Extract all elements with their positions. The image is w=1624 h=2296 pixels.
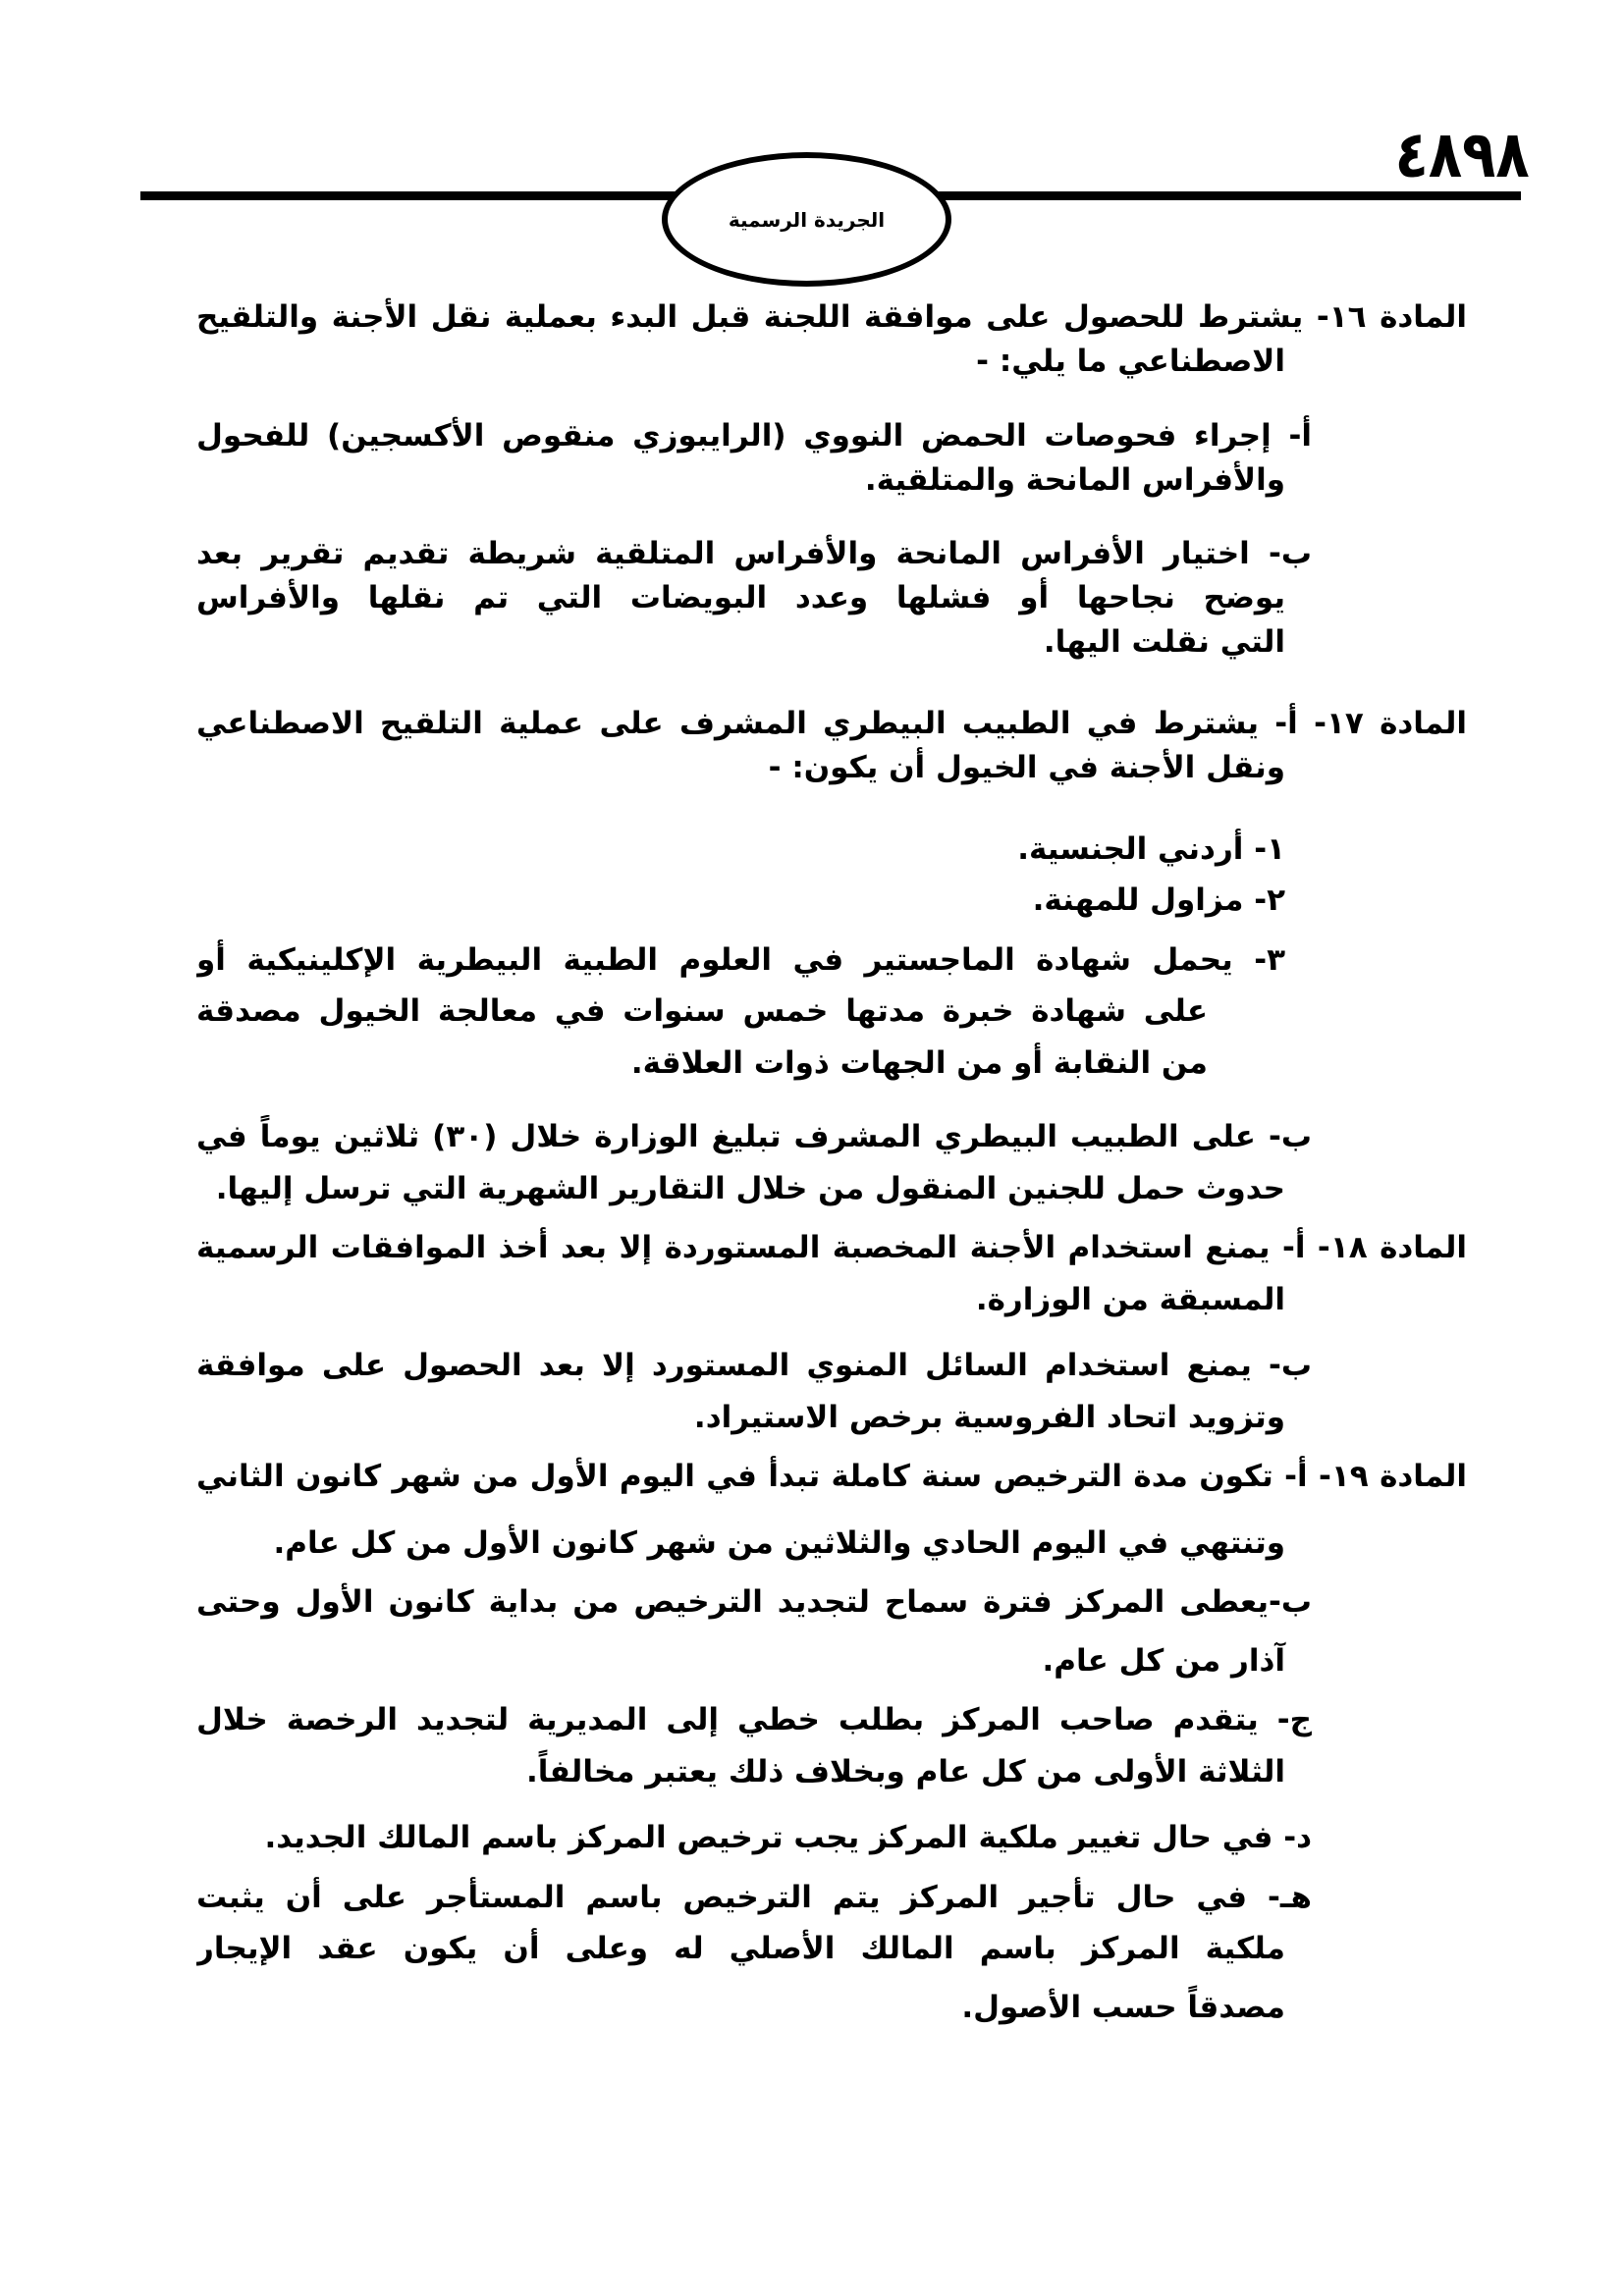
article-19-item-e: هـ- في حال تأجير المركز يتم الترخيص باسم المستأجر على أن يثبت xyxy=(196,1880,1312,1915)
article-19-item-b: ب-يعطى المركز فترة سماح لتجديد الترخيص من بداية كانون الأول وحتى xyxy=(196,1584,1312,1620)
article-16-line: الاصطناعي ما يلي: - xyxy=(976,344,1285,379)
article-17-line: ونقل الأجنة في الخيول أن يكون: - xyxy=(768,750,1285,785)
article-17-item-b-cont: حدوث حمل للجنين المنقول من خلال التقارير الشهرية التي ترسل إليها. xyxy=(215,1171,1285,1206)
page-number: ٤٨٩٨ xyxy=(1394,117,1530,192)
article-17-numbered-item: ٢- مزاول للمهنة. xyxy=(1032,882,1285,918)
article-18-item-b: ب- يمنع استخدام السائل المنوي المستورد إلا بعد الحصول على موافقة xyxy=(196,1348,1312,1383)
article-16-item-a-cont: والأفراس المانحة والمتلقية. xyxy=(864,462,1285,498)
article-18-line: المادة ١٨- أ- يمنع استخدام الأجنة المخصبة المستوردة إلا بعد أخذ الموافقات الرسمية xyxy=(196,1230,1467,1265)
article-19-item-c: ج- يتقدم صاحب المركز بطلب خطي إلى المديرية لتجديد الرخصة خلال xyxy=(196,1702,1312,1737)
article-19-item-b-cont: آذار من كل عام. xyxy=(1042,1643,1285,1679)
article-19-line: وتنتهي في اليوم الحادي والثلاثين من شهر كانون الأول من كل عام. xyxy=(273,1525,1285,1561)
article-16-item-b-cont: يوضح نجاحها أو فشلها وعدد البويضات التي تم نقلها والأفراس xyxy=(196,580,1285,615)
gazette-title: الجريدة الرسمية xyxy=(728,207,886,232)
article-17-item-b: ب- على الطبيب البيطري المشرف تبليغ الوزارة خلال (٣٠) ثلاثين يوماً في xyxy=(196,1119,1312,1154)
article-19-item-e-cont: ملكية المركز باسم المالك الأصلي له وعلى أن يكون عقد الإيجار xyxy=(196,1931,1285,1966)
gazette-title-ellipse xyxy=(662,152,951,287)
article-18-item-b-cont: وتزويد اتحاد الفروسية برخص الاستيراد. xyxy=(693,1400,1285,1435)
article-19-line: المادة ١٩- أ- تكون مدة الترخيص سنة كاملة تبدأ في اليوم الأول من شهر كانون الثاني xyxy=(196,1459,1467,1494)
article-17-numbered-item: ١- أردني الجنسية. xyxy=(1017,831,1285,867)
article-16-item-b-cont: التي نقلت اليها. xyxy=(1043,624,1285,660)
article-16-line: المادة ١٦- يشترط للحصول على موافقة اللجنة قبل البدء بعملية نقل الأجنة والتلقيح xyxy=(196,299,1467,335)
article-17-line: المادة ١٧- أ- يشترط في الطبيب البيطري المشرف على عملية التلقيح الاصطناعي xyxy=(196,706,1467,741)
article-18-line: المسبقة من الوزارة. xyxy=(975,1282,1285,1317)
article-19-item-c-cont: الثلاثة الأولى من كل عام وبخلاف ذلك يعتبر مخالفاً. xyxy=(525,1754,1285,1789)
article-16-item-a: أ- إجراء فحوصات الحمض النووي (الرايبوزي منقوص الأكسجين) للفحول xyxy=(196,418,1312,454)
article-17-numbered-item: ٣- يحمل شهادة الماجستير في العلوم الطبية البيطرية الإكلينيكية أو xyxy=(196,942,1285,978)
article-17-numbered-item-cont: من النقابة أو من الجهات ذوات العلاقة. xyxy=(630,1045,1208,1081)
article-16-item-b: ب- اختيار الأفراس المانحة والأفراس المتلقية شريطة تقديم تقرير بعد xyxy=(196,536,1312,571)
article-17-numbered-item-cont: على شهادة خبرة مدتها خمس سنوات في معالجة الخيول مصدقة xyxy=(196,993,1208,1029)
article-19-item-e-cont: مصدقاً حسب الأصول. xyxy=(961,1990,1285,2025)
article-19-item-d: د- في حال تغيير ملكية المركز يجب ترخيص المركز باسم المالك الجديد. xyxy=(264,1820,1312,1855)
